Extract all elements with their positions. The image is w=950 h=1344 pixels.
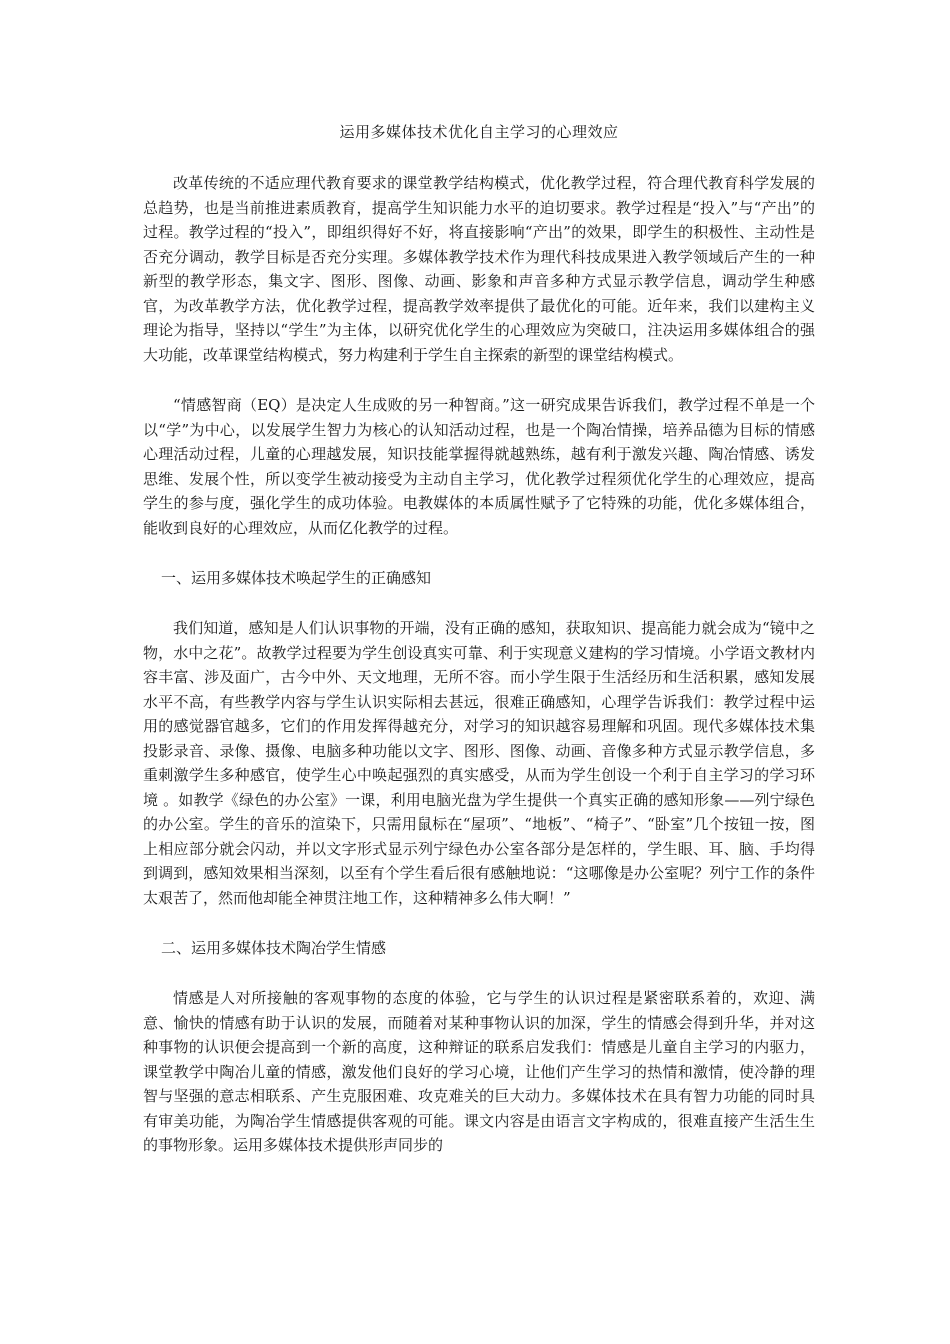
paragraph-intro: 改革传统的不适应理代教育要求的课堂教学结构模式，优化教学过程，符合理代教育科学发展的总趋势，也是当前推进素质教育，提高学生知识能力水平的迫切要求。教学过程是“投入”与“产出”的过程。教学过程的“投入”，即组织得好不好，将直接影响“产出”的效果，即学生的积极性、主动性是否充分调动，教学目标是否充分实理。多媒体教学技术作为理代科技成果进入教学领域后产生的一种新型的教学形态，集文字、图形、图像、动画、影象和声音多种方式显示教学信息，调动学生种感官，为改革教学方法，优化教学过程，提高教学效率提供了最优化的可能。近年来，我们以建构主义理论为指导，坚持以“学生”为主体，以研究优化学生的心理效应为突破口，注决运用多媒体组合的强大功能，改革课堂结构模式，努力构建利于学生自主探索的新型的课堂结构模式。: [143, 174, 815, 364]
section-1-paragraph: 我们知道，感知是人们认识事物的开端，没有正确的感知，获取知识、提高能力就会成为“镜中之物，水中之花”。故教学过程要为学生创设真实可靠、利于实现意义建构的学习情境。小学语文教材内容丰富、涉及面广，古今中外、天文地理，无所不容。而小学生限于生活经历和生活积累，感知发展水平不高，有些教学内容与学生认识实际相去甚远，很难正确感知，心理学告诉我们：教学过程中运用的感觉器官越多，它们的作用发挥得越充分，对学习的知识越容易理解和巩固。现代多媒体技术集投影录音、录像、摄像、电脑多种功能以文字、图形、图像、动画、音像多种方式显示教学信息，多重刺激学生多种感官，使学生心中唤起强烈的真实感受，从而为学生创设一个利于自主学习的学习环境 。如教学《绿色的办公室》一课，利用电脑光盘为学生提供一个真实正确的感知形象——列宁绿色的办公室。学生的音乐的渲染下，只需用鼠标在“屋项”、“地板”、“椅子”、“卧室”几个按钮一按，图上相应部分就会闪动，并以文字形式显示列宁绿色办公室各部分是怎样的，学生眼、耳、脑、手均得到调到，感知效果相当深刻，以至有个学生看后很有感触地说：“这哪像是办公室呢？列宁工作的条件太艰苦了，然而他却能全神贯注地工作，这种精神多么伟大啊！”: [143, 619, 815, 907]
paragraph-gap: [143, 960, 815, 986]
section-2-paragraph: 情感是人对所接触的客观事物的态度的体验，它与学生的认识过程是紧密联系着的，欢迎、满意、愉快的情感有助于认识的发展，而随着对某种事物认识的加深，学生的情感会得到升华，并对这种事物的认识便会提高到一个新的高度，这种辩证的联系启发我们：情感是儿童自主学习的内驱力，课堂教学中陶冶儿童的情感，激发他们良好的学习心境，让他们产生学习的热情和激情，使冷静的理智与坚强的意志相联系、产生克服困难、攻克难关的巨大动力。多媒体技术在具有智力功能的同时具有审美功能，为陶冶学生情感提供客观的可能。课文内容是由语言文字构成的，很难直接产生活生生的事物形象。运用多媒体技术提供形声同步的: [143, 989, 815, 1154]
paragraph-eq: “情感智商（EQ）是决定人生成败的另一种智商。”这一研究成果告诉我们，教学过程不单是一个以“学”为中心，以发展学生智力为核心的认知活动过程，也是一个陶冶情操，培养品德为目标的情感心理活动过程，儿童的心理越发展，知识技能掌握得就越熟练，越有利于激发兴趣、陶冶情感、诱发思维、发展个性，所以变学生被动接受为主动自主学习，优化教学过程须优化学生的心理效应，提高学生的参与度，强化学生的成功体验。电教媒体的本质属性赋予了它特殊的功能，优化多媒体组合，能收到良好的心理效应，从而亿化教学的过程。: [143, 396, 815, 537]
paragraph-gap: [143, 910, 815, 936]
paragraph-gap: [143, 367, 815, 393]
section-1-heading: 一、运用多媒体技术唤起学生的正确感知: [161, 569, 432, 587]
section-2-heading: 二、运用多媒体技术陶冶学生情感: [161, 939, 387, 957]
paragraph-gap: [143, 540, 815, 566]
document-title: 运用多媒体技术优化自主学习的心理效应: [339, 123, 619, 141]
paragraph-gap: [143, 590, 815, 616]
document-page: [143, 120, 815, 1158]
